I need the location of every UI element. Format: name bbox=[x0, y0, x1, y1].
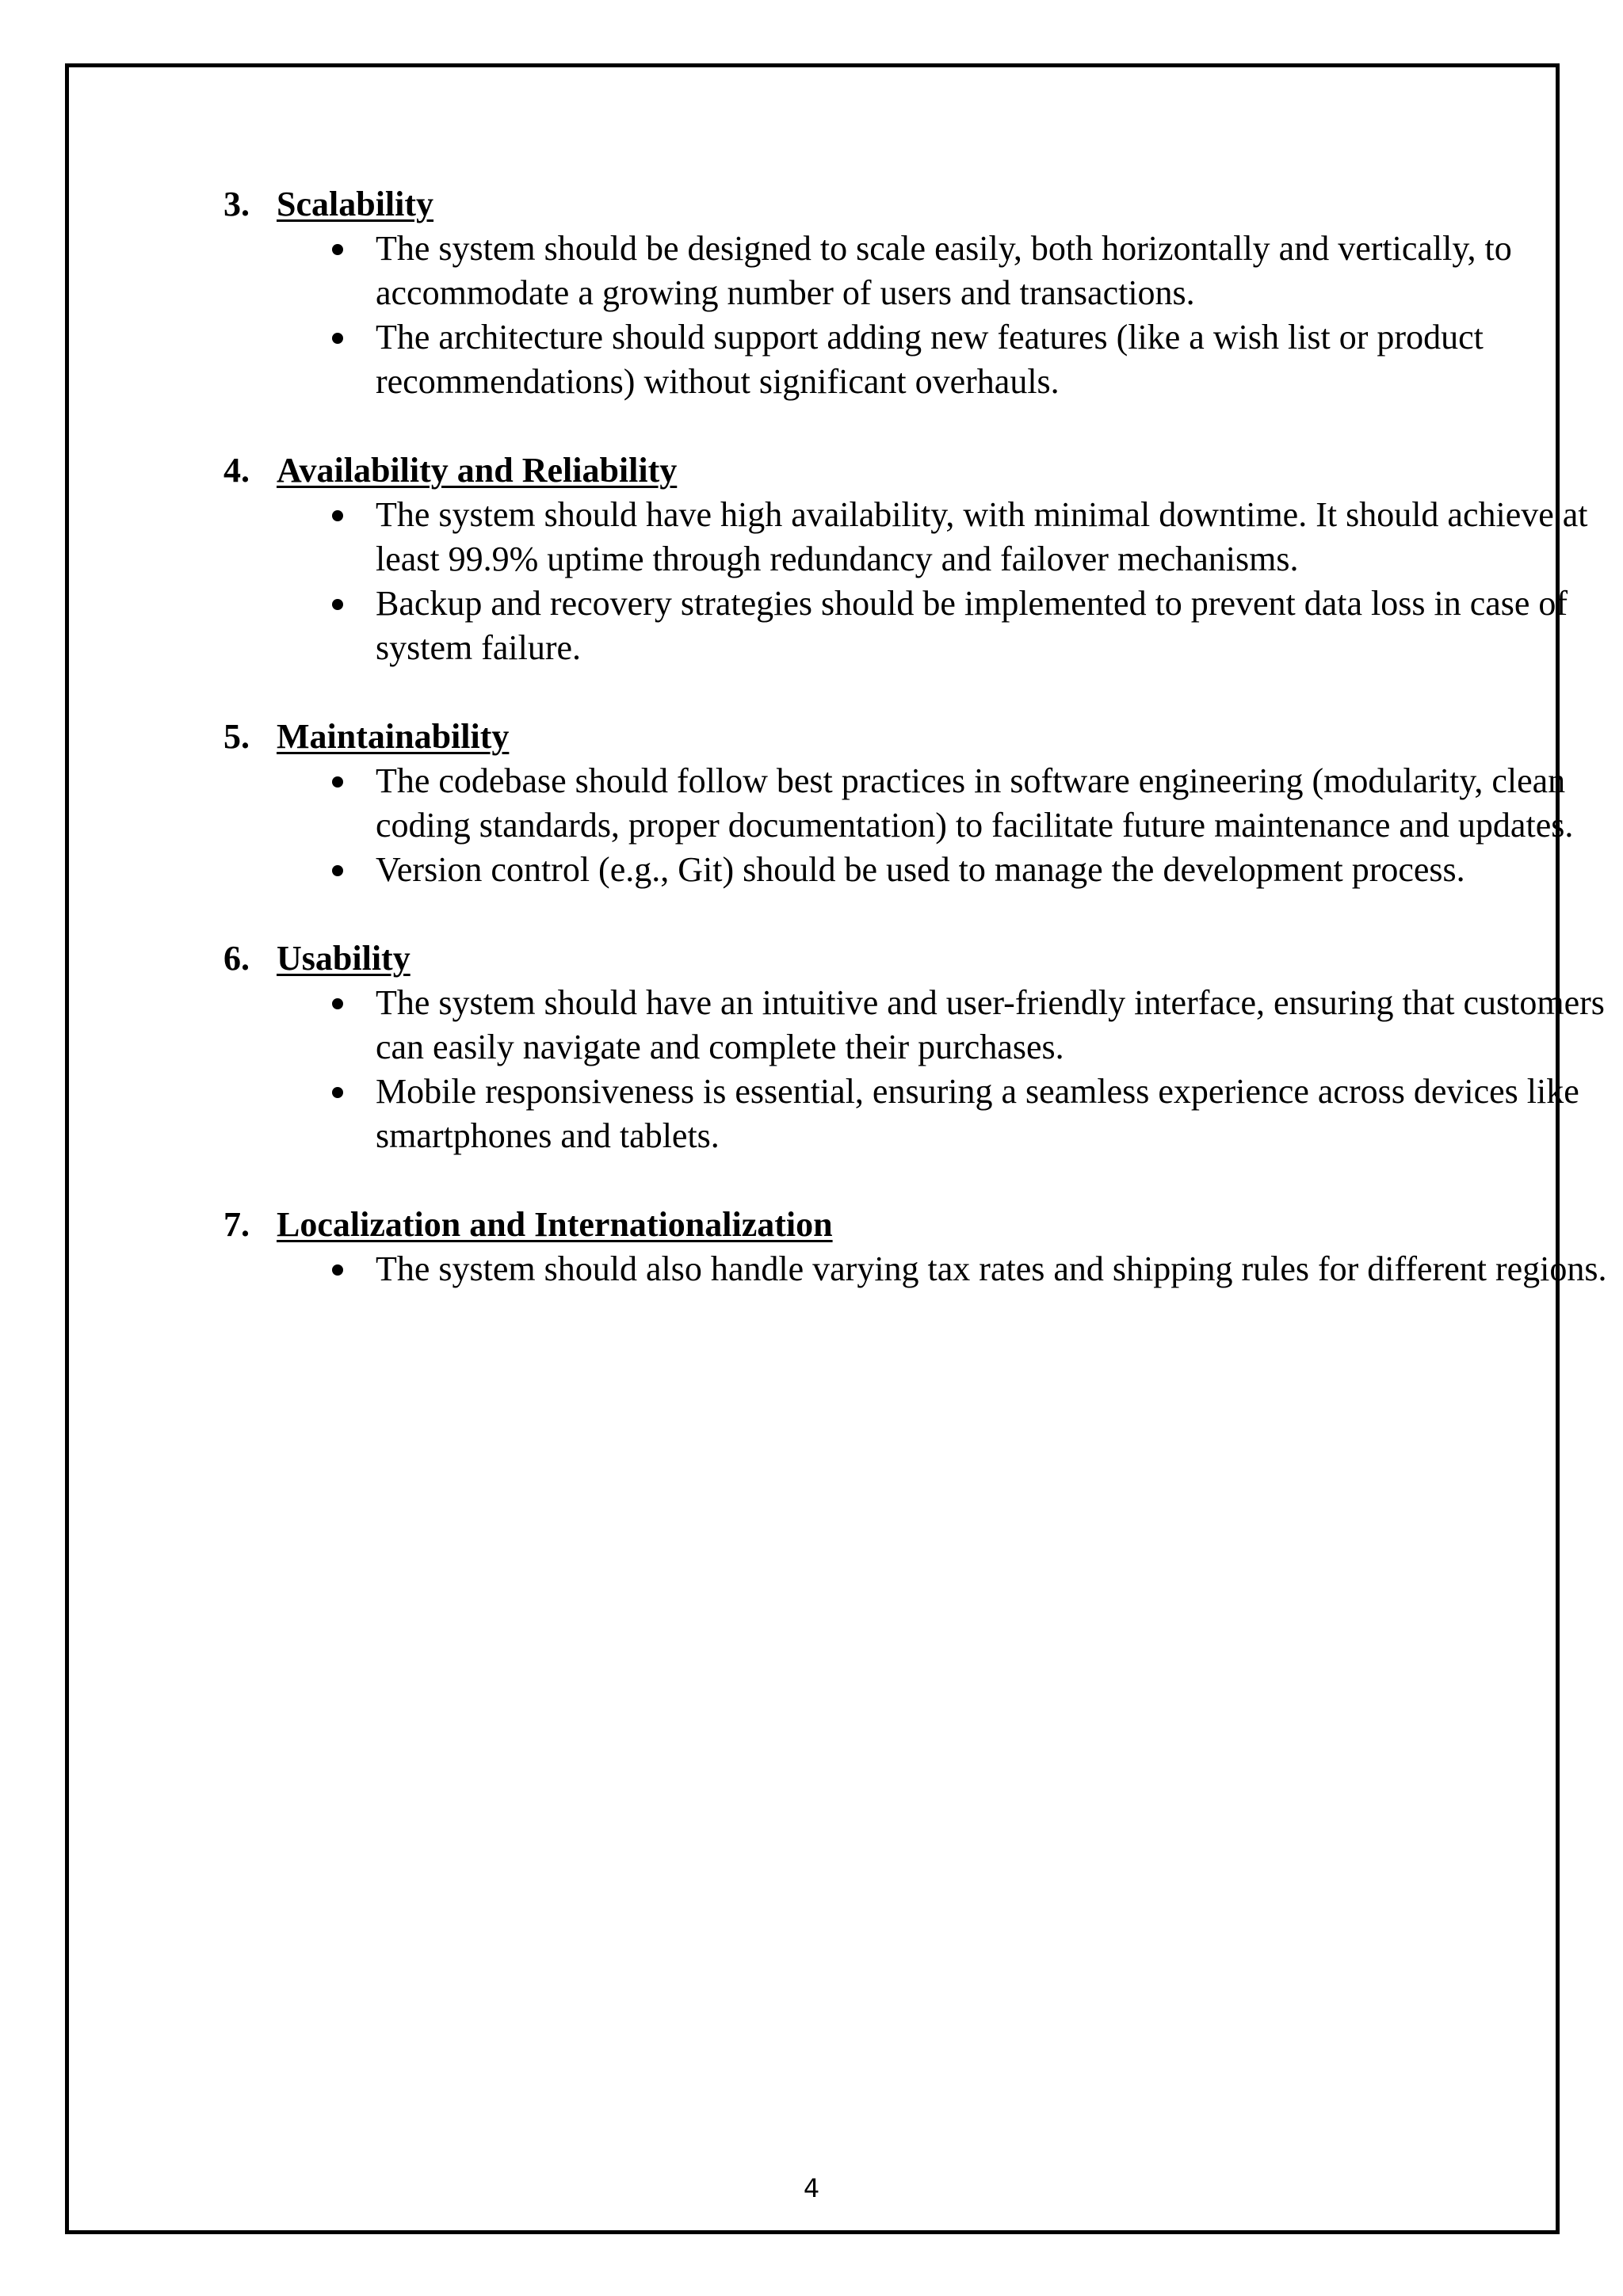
section-title: Scalability bbox=[277, 185, 434, 223]
section-number: 4. bbox=[223, 451, 250, 490]
section-title: Localization and Internationalization bbox=[277, 1205, 833, 1244]
bullet-icon bbox=[332, 1087, 343, 1098]
list-item-text: Version control (e.g., Git) should be used to manage the development process. bbox=[376, 850, 1465, 889]
bullet-icon bbox=[332, 776, 343, 788]
section-availability-reliability bbox=[223, 448, 1588, 670]
list-item bbox=[223, 227, 1623, 315]
section-number: 6. bbox=[223, 939, 250, 978]
bullet-icon bbox=[332, 998, 343, 1009]
section-number: 3. bbox=[223, 185, 250, 223]
list-item-text: The system should have an intuitive and user-friendly interface, ensuring that customers can easily navigate and complete their purchases. bbox=[376, 983, 1605, 1066]
bullet-icon bbox=[332, 599, 343, 610]
section-title: Maintainability bbox=[277, 717, 510, 756]
section-heading bbox=[223, 715, 1555, 759]
list-item-text: The codebase should follow best practices in software engineering (modularity, clean coding standards, proper documentation) to facilitate future maintenance and updates. bbox=[376, 761, 1574, 845]
list-item-text: The system should also handle varying tax rates and shipping rules for different regions. bbox=[376, 1249, 1607, 1288]
bullet-icon bbox=[332, 510, 343, 521]
page-number: 4 bbox=[803, 2173, 820, 2203]
bullet-list bbox=[223, 759, 1574, 892]
bullet-list bbox=[223, 227, 1555, 404]
section-title: Availability and Reliability bbox=[277, 451, 678, 490]
list-item bbox=[223, 848, 1623, 892]
section-heading bbox=[223, 182, 1555, 227]
section-usability bbox=[223, 936, 1605, 1158]
section-localization bbox=[223, 1203, 1607, 1291]
bullet-list bbox=[223, 1247, 1607, 1291]
document-body bbox=[223, 182, 1607, 1336]
bullet-icon bbox=[332, 333, 343, 344]
bullet-list bbox=[223, 981, 1605, 1158]
list-item-text: Backup and recovery strategies should be implemented to prevent data loss in case of system failure. bbox=[376, 584, 1568, 667]
bullet-list bbox=[223, 493, 1588, 670]
section-title: Usability bbox=[277, 939, 411, 978]
list-item bbox=[223, 1247, 1623, 1291]
list-item bbox=[223, 493, 1623, 582]
list-item bbox=[223, 315, 1623, 404]
list-item-text: The system should have high availability, with minimal downtime. It should achieve at least 99.9% uptime through redundancy and failover mechanisms. bbox=[376, 495, 1588, 578]
list-item bbox=[223, 759, 1623, 848]
list-item bbox=[223, 1070, 1623, 1158]
section-heading bbox=[223, 448, 1555, 493]
section-number: 7. bbox=[223, 1205, 250, 1244]
section-maintainability bbox=[223, 715, 1574, 892]
bullet-icon bbox=[332, 1264, 343, 1276]
list-item bbox=[223, 981, 1623, 1070]
list-item-text: Mobile responsiveness is essential, ensuring a seamless experience across devices like smartphones and tablets. bbox=[376, 1072, 1579, 1155]
section-heading bbox=[223, 936, 1555, 981]
section-number: 5. bbox=[223, 717, 250, 756]
bullet-icon bbox=[332, 244, 343, 255]
list-item-text: The system should be designed to scale easily, both horizontally and vertically, to accommodate a growing number of users and transactions. bbox=[376, 229, 1512, 312]
list-item bbox=[223, 582, 1623, 670]
list-item-text: The architecture should support adding new features (like a wish list or product recommendations) without significant overhauls. bbox=[376, 318, 1484, 401]
section-scalability bbox=[223, 182, 1555, 404]
bullet-icon bbox=[332, 865, 343, 876]
section-heading bbox=[223, 1203, 1555, 1247]
